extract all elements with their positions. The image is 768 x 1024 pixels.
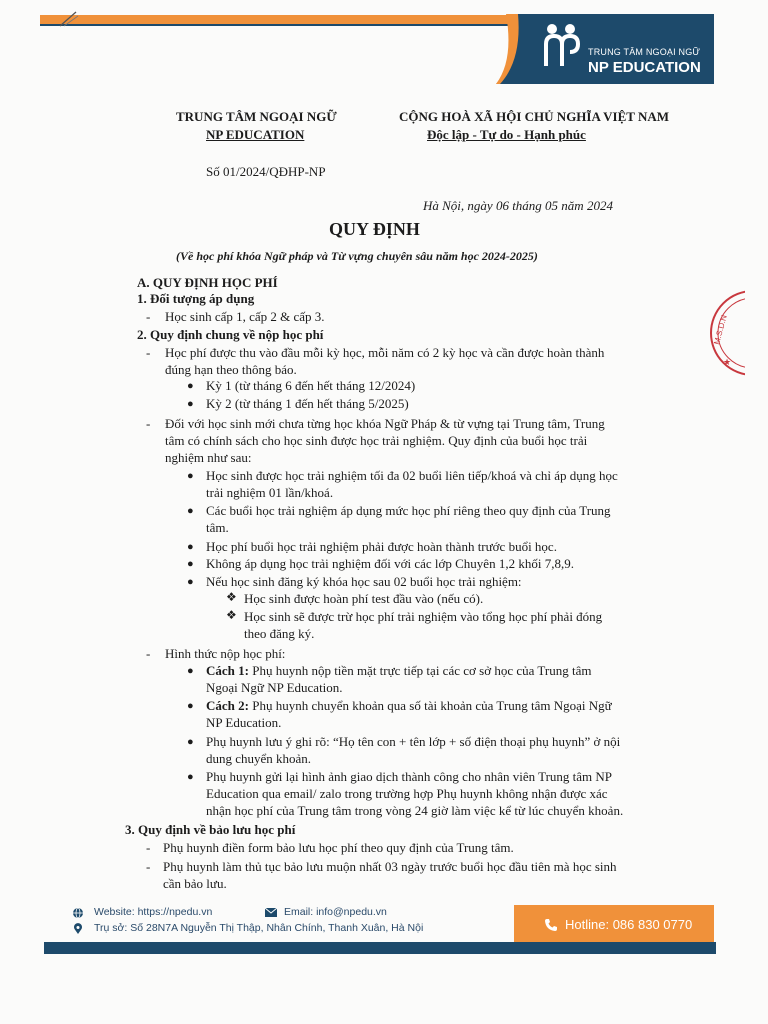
s2-method1-a — [206, 663, 591, 679]
s2-fee-line-a: Học phí được thu vào đầu mỗi kỳ học, mỗi năm có 2 kỳ học và cần được hoàn thành — [165, 345, 605, 360]
s3-rule2-b: cần bảo lưu. — [163, 876, 227, 891]
s2-fee-line-b: đúng hạn theo thông báo. — [165, 362, 297, 377]
place-and-date: Hà Nội, ngày 06 tháng 05 năm 2024 — [423, 198, 613, 213]
diamond-bullet-icon: ❖ — [226, 590, 237, 604]
bullet-dot: ● — [187, 505, 194, 517]
globe-icon — [72, 907, 84, 919]
method2-text: Phụ huynh chuyển khoản qua số tài khoản của Trung tâm Ngoại Ngữ — [248, 698, 612, 713]
s2-term2: Kỳ 2 (từ tháng 1 đến hết tháng 5/2025) — [206, 396, 409, 411]
bullet-dot: ● — [187, 700, 194, 712]
bullet-dot: ● — [187, 470, 194, 482]
s2-trial-rule1-b: trải nghiệm 01 lần/khoá. — [206, 485, 334, 500]
s2-note2-a: Phụ huynh gửi lại hình ảnh giao dịch thành công cho nhân viên Trung tâm NP — [206, 769, 613, 784]
bullet-dot: ● — [187, 558, 194, 570]
np-logo-icon — [540, 22, 584, 72]
section-a-heading: A. QUY ĐỊNH HỌC PHÍ — [137, 275, 278, 290]
dash-marker: - — [146, 646, 151, 661]
s2-heading: 2. Quy định chung về nộp học phí — [137, 327, 324, 342]
s3-rule1: Phụ huynh điền form bảo lưu học phí theo quy định của Trung tâm. — [163, 840, 514, 855]
bullet-dot: ● — [187, 665, 194, 677]
footer-address: Trụ sở: Số 28N7A Nguyễn Thị Thập, Nhân Chính, Thanh Xuân, Hà Nội — [94, 922, 424, 934]
method1-label: Cách 1: — [206, 663, 249, 678]
s2-trial-rule1-a: Học sinh được học trải nghiệm tối đa 02 buổi liên tiếp/khoá và chỉ áp dụng học — [206, 468, 618, 483]
country-motto: Độc lập - Tự do - Hạnh phúc — [427, 127, 586, 142]
logo-tagline: TRUNG TÂM NGOẠI NGỮ — [588, 47, 701, 57]
dash-marker: - — [146, 309, 151, 324]
s2-payment-methods: Hình thức nộp học phí: — [165, 646, 286, 661]
s2-method2-b: NP Education. — [206, 715, 282, 730]
org-name-line2: NP EDUCATION — [206, 127, 305, 142]
phone-icon — [544, 918, 558, 932]
bullet-dot: ● — [187, 541, 194, 553]
dash-marker: - — [146, 416, 151, 431]
svg-text:★: ★ — [723, 358, 732, 368]
location-pin-icon — [72, 923, 84, 935]
bullet-dot: ● — [187, 736, 194, 748]
document-number: Số 01/2024/QĐHP-NP — [206, 164, 326, 179]
s2-note1-b: dung chuyển khoản. — [206, 751, 312, 766]
s2-trial-rule2-a: Các buổi học trải nghiệm áp dụng mức học phí riêng theo quy định của Trung — [206, 503, 611, 518]
s2-trial-sub1: Học sinh được hoàn phí test đầu vào (nếu có). — [244, 591, 484, 606]
s1-target-line: Học sinh cấp 1, cấp 2 & cấp 3. — [165, 309, 325, 324]
s2-note1-a: Phụ huynh lưu ý ghi rõ: “Họ tên con + tên lớp + số điện thoại phụ huynh” ở nội — [206, 734, 621, 749]
s2-trial-rule4: Không áp dụng học trải nghiệm đối với các lớp Chuyên 1,2 khối 7,8,9. — [206, 556, 574, 571]
s2-term1: Kỳ 1 (từ tháng 6 đến hết tháng 12/2024) — [206, 378, 416, 393]
header-orange-bar — [40, 15, 510, 24]
s2-trial-sub2-b: theo đăng ký. — [244, 626, 315, 641]
footer-email[interactable]: Email: info@npedu.vn — [284, 906, 387, 918]
s3-heading: 3. Quy định về bảo lưu học phí — [125, 822, 296, 837]
dash-marker: - — [146, 859, 151, 874]
s2-method1-b: Ngoại Ngữ NP Education. — [206, 680, 343, 695]
s2-trial-intro-c: nghiệm như sau: — [165, 450, 252, 465]
document-title: QUY ĐỊNH — [329, 219, 420, 239]
document-subtitle: (Về học phí khóa Ngữ pháp và Từ vựng chuyên sâu năm học 2024-2025) — [176, 249, 538, 263]
bullet-dot: ● — [187, 576, 194, 588]
s3-rule2-a: Phụ huynh làm thủ tục bảo lưu muộn nhất 03 ngày trước buổi học đầu tiên mà học sinh — [163, 859, 617, 874]
mail-icon — [264, 906, 278, 918]
s2-method2-a — [206, 698, 612, 714]
footer-navy-bar — [44, 942, 716, 954]
scan-corner-mark — [58, 10, 80, 28]
org-name-line1: TRUNG TÂM NGOẠI NGỮ — [176, 109, 337, 124]
diamond-bullet-icon: ❖ — [226, 608, 237, 622]
s2-trial-rule3: Học phí buổi học trải nghiệm phải được hoàn thành trước buổi học. — [206, 539, 557, 554]
s2-trial-rule2-b: tâm. — [206, 520, 229, 535]
country-name: CỘNG HOÀ XÃ HỘI CHỦ NGHĨA VIỆT NAM — [399, 109, 670, 124]
dash-marker: - — [146, 345, 151, 360]
s2-trial-intro-a: Đối với học sinh mới chưa từng học khóa Ngữ Pháp & từ vựng tại Trung tâm, Trung — [165, 416, 605, 431]
method2-label: Cách 2: — [206, 698, 249, 713]
method1-text: Phụ huynh nộp tiền mặt trực tiếp tại các cơ sở học của Trung tâm — [248, 663, 592, 678]
footer-hotline[interactable]: Hotline: 086 830 0770 — [565, 917, 693, 932]
bullet-dot: ● — [187, 771, 194, 783]
s2-trial-intro-b: tâm có chính sách cho học sinh được học trải nghiệm. Quy định của buổi học trải — [165, 433, 588, 448]
official-stamp-fragment — [705, 285, 745, 380]
s2-note2-b: Education qua email/ zalo trong trường hợp Phụ huynh không nhận được xác — [206, 786, 608, 801]
header-navy-line — [40, 24, 510, 26]
bullet-dot: ● — [187, 380, 194, 392]
s2-note2-c: nhận học phí của Trung tâm trong vòng 24 giờ làm việc kể từ lúc chuyển khoản. — [206, 803, 624, 818]
bullet-dot: ● — [187, 398, 194, 410]
stamp-text: M.S.D.N — [712, 313, 729, 346]
s1-heading: 1. Đối tượng áp dụng — [137, 291, 255, 306]
footer-website[interactable]: Website: https://npedu.vn — [94, 906, 213, 918]
s2-trial-rule5: Nếu học sinh đăng ký khóa học sau 02 buổi học trải nghiệm: — [206, 574, 522, 589]
dash-marker: - — [146, 840, 151, 855]
logo-brand-name: NP EDUCATION — [588, 59, 701, 76]
s2-trial-sub2-a: Học sinh sẽ được trừ học phí trải nghiệm vào tổng học phí phải đóng — [244, 609, 603, 624]
